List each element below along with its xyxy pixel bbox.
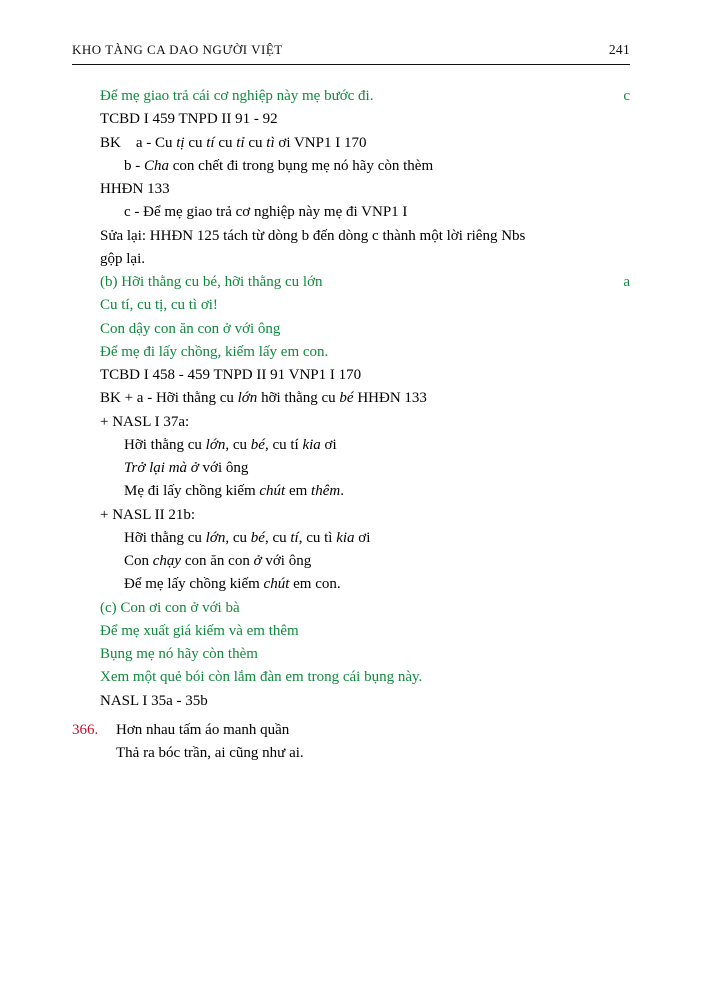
text-run: (b) Hỡi thằng cu bé, hỡi thằng cu lớn [100,274,323,290]
text-line [124,550,630,573]
text-run: cu [214,134,237,151]
text-run: Hỡi thằng cu [124,529,206,546]
page-header [72,42,630,65]
text-run: hỡi thằng cu [257,390,340,407]
text-line [100,504,630,527]
line-marker: a [623,274,630,290]
text-lines [72,85,630,713]
text-run: với ông [198,460,249,476]
text-emphasis: ở [253,553,262,569]
entry-line: Thả ra bóc trần, ai cũng như ai. [116,745,304,761]
text-emphasis: kia [336,529,355,546]
text-line [100,620,630,643]
text-line [100,341,630,364]
text-line [124,201,630,224]
text-run: Hỡi thằng cu [124,436,206,453]
text-run: , cu [225,529,251,546]
text-line [100,364,630,387]
text-line [100,225,630,248]
text-emphasis: thêm [311,483,341,500]
text-run: em con. [289,576,341,593]
text-run: Sửa lại: HHĐN 125 tách từ dòng b đến dòng c thành một lời riêng Nbs [100,227,526,244]
text-emphasis: lớn [237,390,258,407]
line-marker: c [623,88,630,104]
text-run: Để mẹ xuất giá kiếm và em thêm [100,622,299,639]
text-line [124,480,630,503]
text-run: con ăn con [181,553,254,569]
text-run: HHĐN 133 [353,390,427,407]
text-run: , cu tì [298,529,337,546]
text-run: c - Để mẹ giao trả cơ nghiệp này mẹ đi VNP1 I [124,204,408,221]
text-run: với ông [261,553,312,569]
text-emphasis: tí [206,134,215,151]
text-line [124,457,630,480]
text-emphasis: chút [263,576,290,593]
text-emphasis: bé [250,529,265,546]
text-run: Mẹ đi lấy chồng kiếm [124,483,260,500]
text-run: Cu tí, cu tị, cu tì ơi! [100,297,218,314]
text-emphasis: tỉ [236,134,245,151]
text-run: Để mẹ giao trả cái cơ nghiệp này mẹ bước đi. [100,88,374,104]
text-line [100,178,630,201]
text-run: cu [184,134,207,151]
text-run: NASL I 35a - 35b [100,692,208,709]
running-head-title: KHO TÀNG CA DAO NGƯỜI VIỆT [72,42,283,57]
text-line [124,434,630,457]
text-line [100,132,630,155]
text-emphasis: tì [266,134,275,151]
entry-line: Hơn nhau tấm áo manh quần [116,721,290,738]
text-emphasis: Trở lại mà ở [124,460,199,476]
text-run: , cu tí [264,436,303,453]
text-run: . [340,483,344,500]
text-line [100,666,630,689]
entry-number: 366. [72,721,99,738]
text-run: + NASL II 21b: [100,506,195,523]
text-run: Xem một quẻ bói còn lắm đàn em trong cái bụng này. [100,669,423,686]
text-line [100,690,630,713]
text-line [124,573,630,596]
text-run: gộp lại. [100,250,145,267]
text-line [100,271,630,294]
text-run: Để mẹ đi lấy chồng, kiếm lấy em con. [100,343,329,360]
text-run: HHĐN 133 [100,181,170,197]
text-line [100,294,630,317]
text-emphasis: Cha [144,157,170,174]
text-run: , cu [225,436,251,453]
text-run: ơi [354,529,371,546]
text-emphasis: lớn [205,529,226,546]
text-emphasis: chạy [152,553,182,569]
text-run: em [285,483,312,500]
text-run: Để mẹ lấy chồng kiếm [124,576,264,593]
text-run: b - [124,157,144,174]
text-line [124,155,630,178]
text-run: + NASL I 37a: [100,413,190,430]
text-emphasis: tí [290,529,299,546]
text-emphasis: bé [339,390,354,407]
text-run: , cu [264,529,291,546]
text-line [124,527,630,550]
text-run: TCBD I 458 - 459 TNPD II 91 VNP1 I 170 [100,367,362,383]
text-emphasis: chút [259,483,286,500]
text-run: BK + a - Hỡi thằng cu [100,390,238,407]
entry-lines [116,719,630,766]
text-run: Bụng mẹ nó hãy còn thèm [100,646,258,662]
text-emphasis: lớn [205,436,226,453]
text-line [100,387,630,410]
text-line [100,643,630,666]
text-run: BK a - Cu [100,134,177,151]
text-run: (c) Con ơi con ở với bà [100,599,240,616]
text-emphasis: kia [302,436,321,453]
entry-366 [72,719,630,766]
text-line [100,597,630,620]
text-line [100,248,630,271]
text-line [100,85,630,108]
text-emphasis: tị [176,134,185,151]
text-run: Con [124,553,153,569]
text-run: ơi [320,436,337,453]
page-number: 241 [608,42,630,57]
text-line [100,411,630,434]
text-run: Con dậy con ăn con ở với ông [100,320,281,337]
text-run: cu [244,134,267,151]
text-run: ơi VNP1 I 170 [274,134,367,151]
text-line [100,108,630,131]
page-body [72,85,630,765]
text-emphasis: bé [250,436,265,453]
text-run: con chết đi trong bụng mẹ nó hãy còn thèm [169,157,434,174]
text-line [100,318,630,341]
text-run: TCBD I 459 TNPD II 91 - 92 [100,111,278,128]
